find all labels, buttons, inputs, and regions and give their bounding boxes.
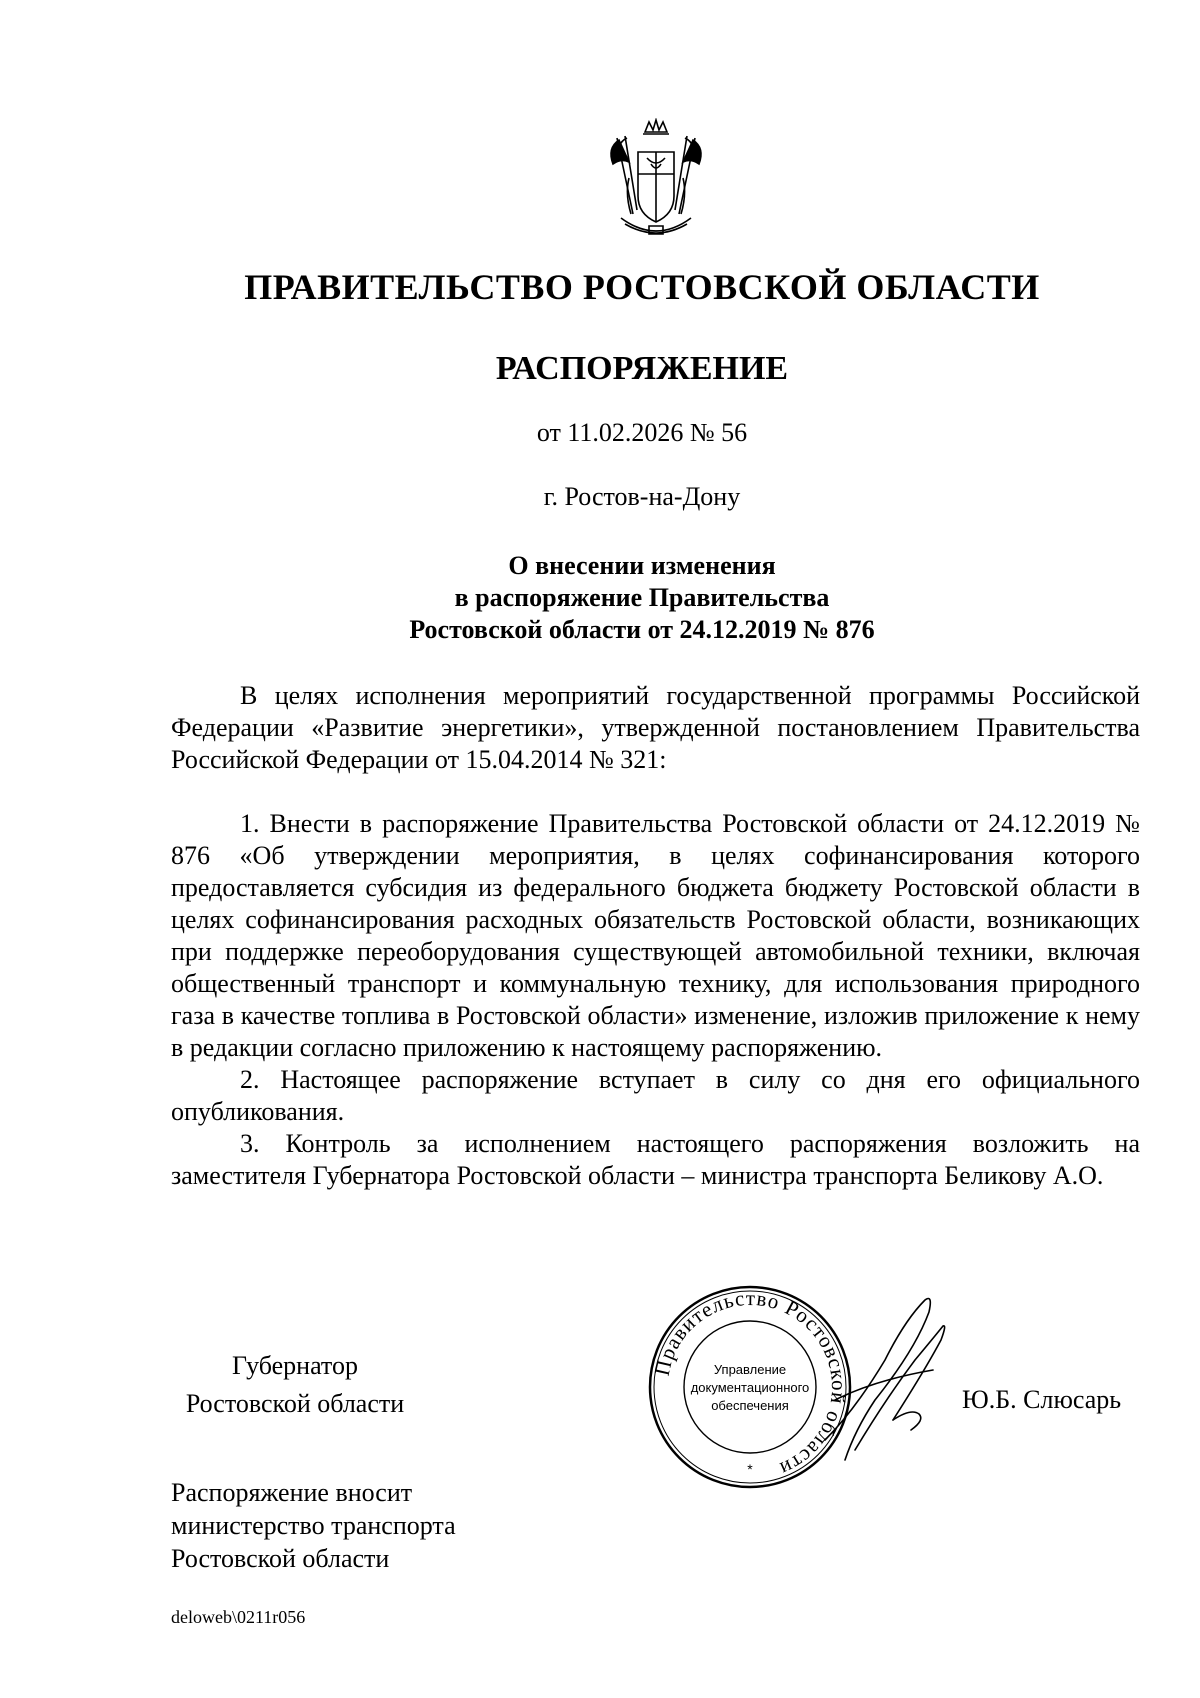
issuer-block — [171, 1476, 456, 1575]
doc-type-heading: РАСПОРЯЖЕНИЕ — [495, 350, 789, 387]
handwritten-signature — [815, 1290, 965, 1470]
coat-of-arms-icon — [603, 118, 709, 238]
subject-line: в распоряжение Правительства — [454, 583, 830, 612]
issuer-line: Ростовской области — [171, 1544, 390, 1573]
signatory-title — [150, 1347, 440, 1423]
signatory-name: Ю.Б. Слюсарь — [962, 1385, 1122, 1414]
seal-center-line: обеспечения — [711, 1398, 789, 1413]
seal-center-line: документационного — [690, 1380, 810, 1395]
signatory-title-line: Ростовской области — [185, 1389, 405, 1418]
issuer-line: министерство транспорта — [171, 1511, 456, 1540]
doc-date-number: от 11.02.2026 № 56 — [536, 418, 748, 447]
footer-doc-code: deloweb\0211r056 — [171, 1607, 306, 1627]
directive-items — [171, 808, 1140, 1192]
subject-line: Ростовской области от 24.12.2019 № 876 — [409, 615, 875, 644]
directive-item: 1. Внести в распоряжение Правительства Ростовской области от 24.12.2019 № 876 «Об утверждении мероприятия, в целях софинансирования которого предоставляется субсидия из федерального бюджета бюджету Ростовской области в целях софинансирования расходных обязательств Ростовской области, возникающих при поддержке переоборудования существующей автомобильной техники, включая общественный транспорт и коммунальную технику, для использования природного газа в качестве топлива в Ростовской области» изменение, изложив приложение к нему в редакции согласно приложению к настоящему распоряжению. — [171, 809, 1140, 1062]
seal-ring-text: Правительство Ростовской области — [649, 1285, 852, 1482]
doc-subject — [42, 550, 1200, 646]
intro-text: В целях исполнения мероприятий государственной программы Российской Федерации «Развитие энергетики», утвержденной постановлением Правительства Российской Федерации от 15.04.2014 № 321: — [171, 681, 1140, 774]
directive-item: 3. Контроль за исполнением настоящего распоряжения возложить на заместителя Губернатора Ростовской области – министра транспорта Беликову А.О. — [171, 1129, 1140, 1190]
org-title: ПРАВИТЕЛЬСТВО РОСТОВСКОЙ ОБЛАСТИ — [244, 267, 1040, 307]
directive-item: 2. Настоящее распоряжение вступает в силу со дня его официального опубликования. — [171, 1065, 1140, 1126]
signatory-title-line: Губернатор — [232, 1351, 358, 1380]
intro-paragraph — [171, 680, 1140, 776]
seal-center-line: Управление — [713, 1362, 787, 1377]
doc-city: г. Ростов-на-Дону — [543, 482, 741, 511]
seal-star-icon: * — [747, 1461, 753, 1477]
issuer-line: Распоряжение вносит — [171, 1478, 413, 1507]
subject-line: О внесении изменения — [508, 551, 776, 580]
